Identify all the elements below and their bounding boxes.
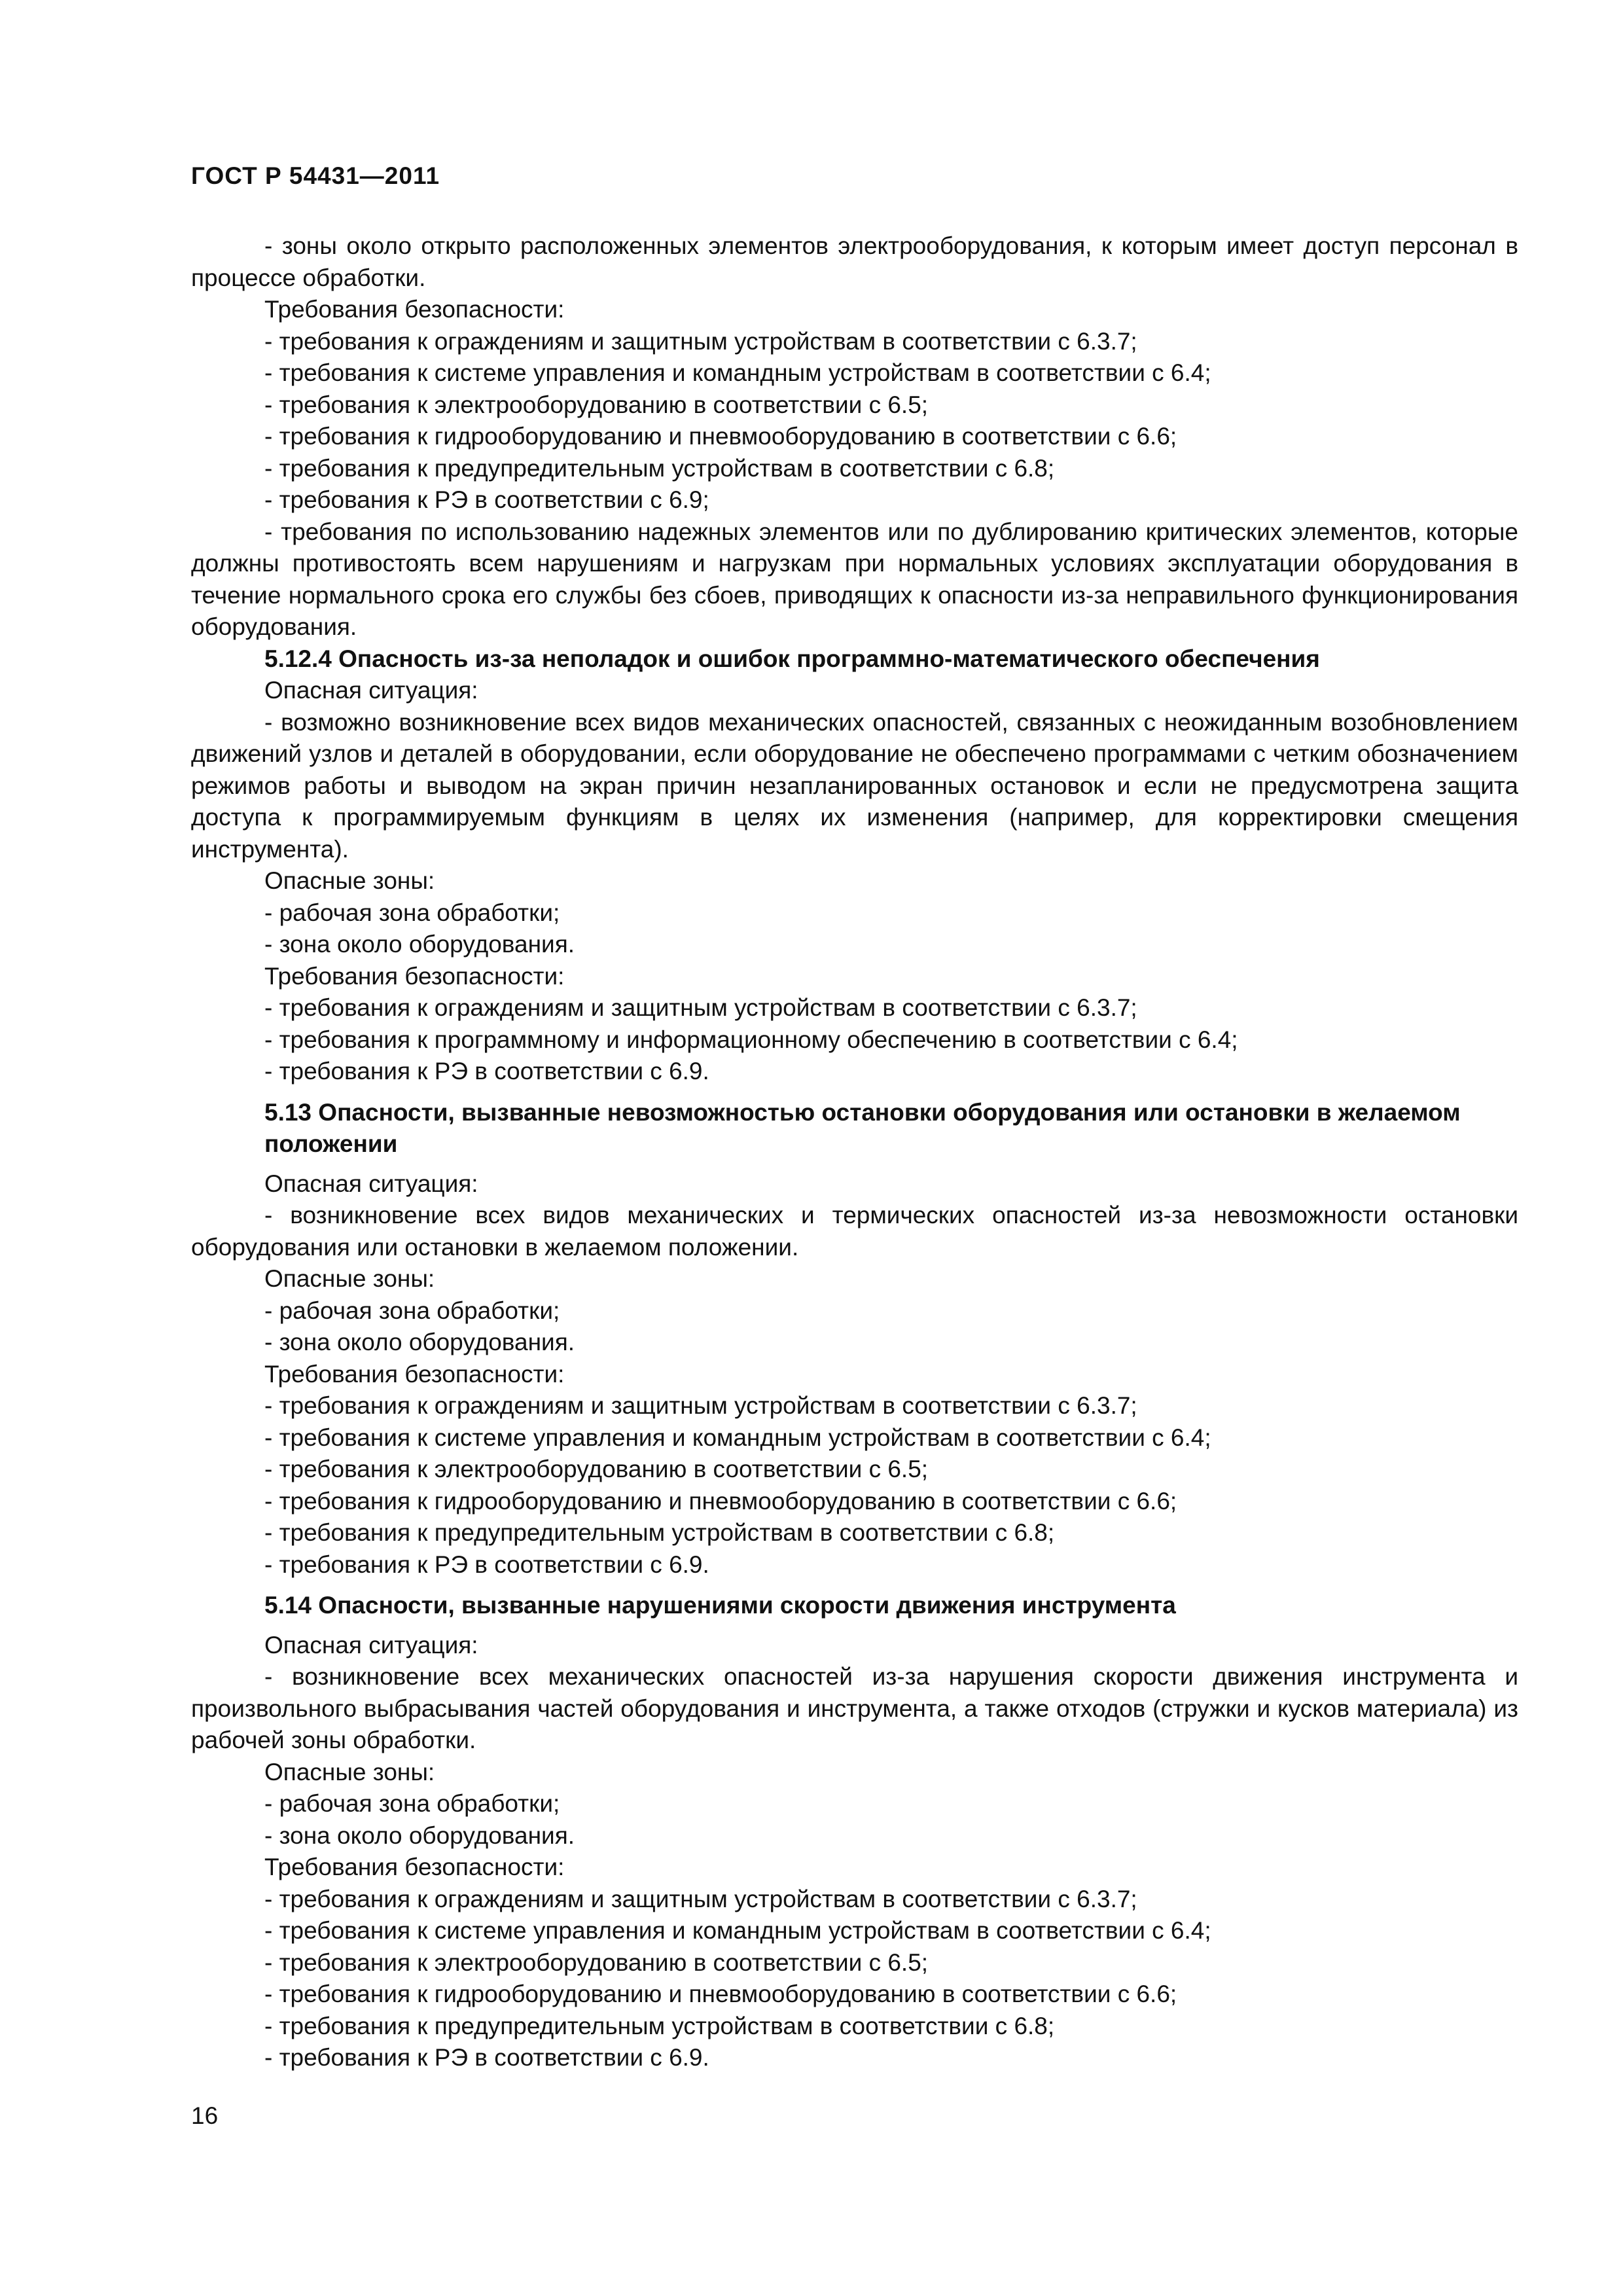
list-item: - требования к РЭ в соответствии с 6.9. bbox=[264, 1058, 709, 1085]
list-item: - требования к электрооборудованию в соответствии с 6.5; bbox=[264, 391, 929, 418]
list-item: - зона около оборудования. bbox=[264, 931, 575, 958]
list-item: - требования к электрооборудованию в соответствии с 6.5; bbox=[264, 1456, 929, 1482]
document-body bbox=[191, 230, 1518, 2074]
list-item: - требования к системе управления и командным устройствам в соответствии с 6.4; bbox=[264, 1917, 1211, 1944]
paragraph: - зоны около открыто расположенных элементов электрооборудования, к которым имеет доступ персонал в процессе обработки. bbox=[191, 232, 1518, 291]
list-item: - требования по использованию надежных элементов или по дублированию критических элементов, которые должны противостоять всем нарушениям и нагрузкам при нормальных условиях эксплуатации оборудования в течение нормального срока его службы без сбоев, приводящих к опасности из-за неправильного функционирования оборудования. bbox=[191, 518, 1518, 640]
list-item: - требования к ограждениям и защитным устройствам в соответствии с 6.3.7; bbox=[264, 327, 1137, 355]
list-item: - требования к системе управления и командным устройствам в соответствии с 6.4; bbox=[264, 359, 1211, 386]
list-item: - требования к гидрооборудованию и пневмооборудованию в соответствии с 6.6; bbox=[264, 1981, 1177, 2007]
list-item: - требования к РЭ в соответствии с 6.9. bbox=[264, 2044, 709, 2071]
list-item: - требования к гидрооборудованию и пневмооборудованию в соответствии с 6.6; bbox=[264, 1487, 1177, 1515]
paragraph: Требования безопасности: bbox=[264, 1854, 565, 1880]
list-item: - зона около оборудования. bbox=[264, 1329, 575, 1355]
paragraph: Опасная ситуация: bbox=[264, 1631, 478, 1659]
list-item: - возникновение всех видов механических и термических опасностей из-за невозможности остановки оборудования или остановки в желаемом положении. bbox=[191, 1202, 1518, 1261]
list-item: - требования к предупредительным устройствам в соответствии с 6.8; bbox=[264, 454, 1055, 482]
list-item: - рабочая зона обработки; bbox=[264, 899, 560, 926]
list-item: - возникновение всех механических опасностей из-за нарушения скорости движения инструмента и произвольного выбрасывания частей оборудования и инструмента, а также отходов (стружки и кусков материала) из рабочей зоны обработки. bbox=[191, 1663, 1518, 1753]
list-item: - требования к программному и информационному обеспечению в соответствии с 6.4; bbox=[264, 1026, 1238, 1053]
list-item: - требования к ограждениям и защитным устройствам в соответствии с 6.3.7; bbox=[264, 1392, 1137, 1419]
list-item: - требования к предупредительным устройствам в соответствии с 6.8; bbox=[264, 1519, 1055, 1546]
paragraph: Требования безопасности: bbox=[264, 1360, 565, 1388]
list-item: - зона около оборудования. bbox=[264, 1821, 575, 1849]
list-item: - требования к ограждениям и защитным устройствам в соответствии с 6.3.7; bbox=[264, 994, 1137, 1021]
paragraph: Опасные зоны: bbox=[264, 1265, 435, 1292]
section-heading-5-12-4: 5.12.4 Опасность из-за неполадок и ошибок программно-математического обеспечения bbox=[264, 645, 1320, 672]
list-item: - возможно возникновение всех видов механических опасностей, связанных с неожиданным возобновлением движений узлов и деталей в оборудовании, если оборудование не обеспечено программами с четким обозначением режимов работы и выводом на экран причин незапланированных остановок и если не предусмотрена защита доступа к программируемым функциям в целях их изменения (например, для корректировки смещения инструмента). bbox=[191, 708, 1518, 863]
list-item: - требования к гидрооборудованию и пневмооборудованию в соответствии с 6.6; bbox=[264, 423, 1177, 450]
paragraph: Опасная ситуация: bbox=[264, 677, 478, 704]
section-heading-5-13: 5.13 Опасности, вызванные невозможностью остановки оборудования или остановки в желаемом положении bbox=[264, 1098, 1461, 1157]
list-item: - рабочая зона обработки; bbox=[264, 1297, 560, 1324]
section-heading-5-14: 5.14 Опасности, вызванные нарушениями скорости движения инструмента bbox=[264, 1592, 1176, 1619]
list-item: - требования к предупредительным устройствам в соответствии с 6.8; bbox=[264, 2012, 1055, 2039]
document-header: ГОСТ Р 54431—2011 bbox=[191, 162, 440, 189]
page-number: 16 bbox=[191, 2102, 219, 2129]
paragraph: Требования безопасности: bbox=[264, 962, 565, 990]
paragraph: Опасные зоны: bbox=[264, 1758, 435, 1785]
list-item: - требования к РЭ в соответствии с 6.9; bbox=[264, 486, 709, 513]
list-item: - требования к ограждениям и защитным устройствам в соответствии с 6.3.7; bbox=[264, 1885, 1137, 1912]
list-item: - требования к РЭ в соответствии с 6.9. bbox=[264, 1551, 709, 1578]
list-item: - рабочая зона обработки; bbox=[264, 1790, 560, 1817]
paragraph: Опасные зоны: bbox=[264, 867, 435, 894]
paragraph: Опасная ситуация: bbox=[264, 1170, 478, 1197]
list-item: - требования к системе управления и командным устройствам в соответствии с 6.4; bbox=[264, 1424, 1211, 1451]
paragraph: Требования безопасности: bbox=[264, 296, 565, 323]
list-item: - требования к электрооборудованию в соответствии с 6.5; bbox=[264, 1948, 929, 1976]
